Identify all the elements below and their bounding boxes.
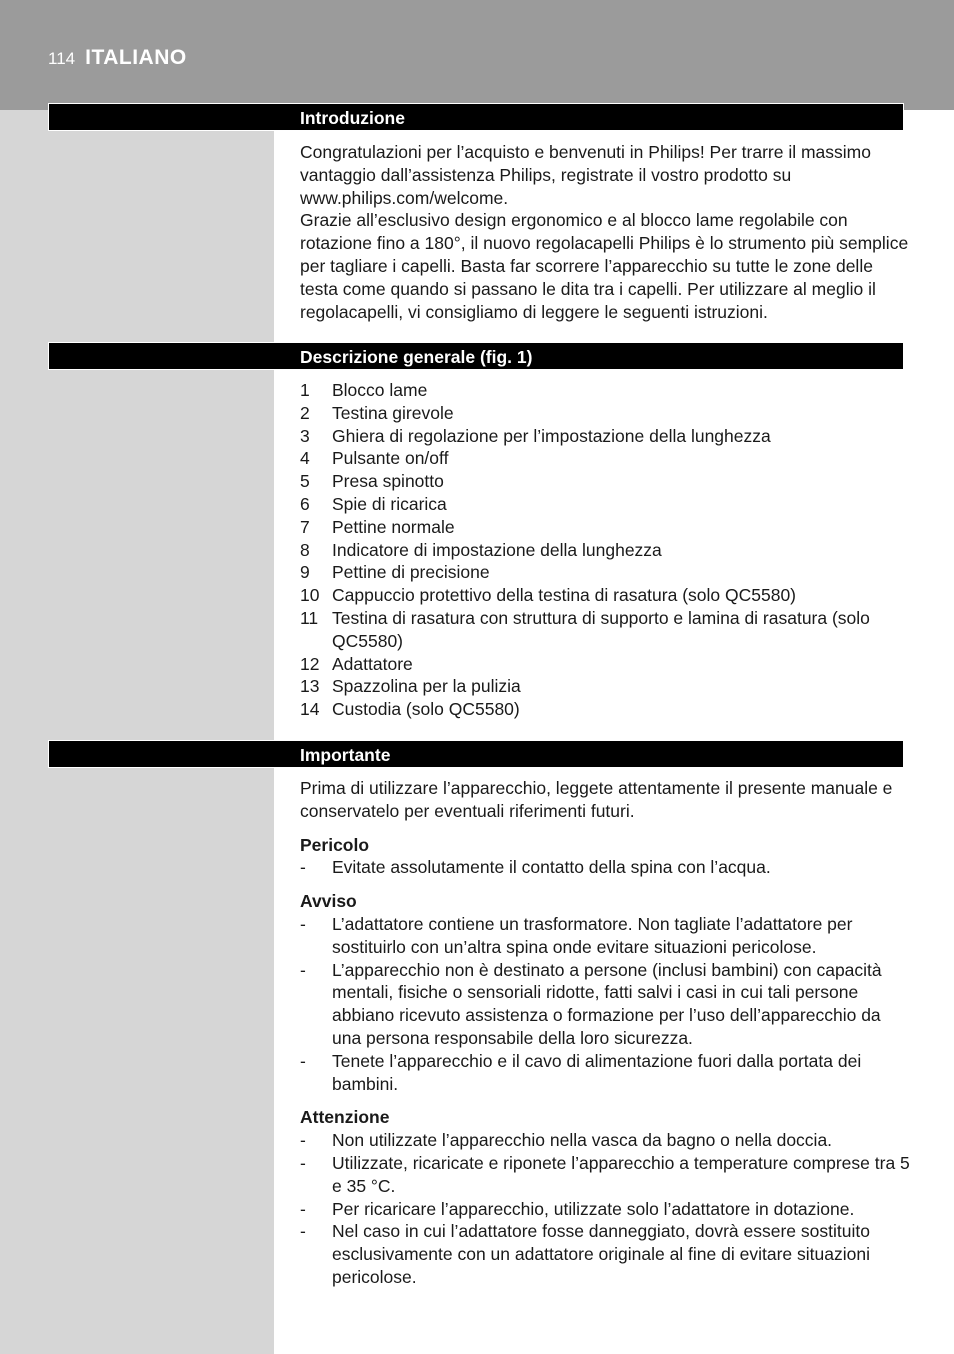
bullet-text: Tenete l’apparecchio e il cavo di alimentazione fuori dalla portata dei bambini.	[332, 1050, 862, 1094]
section-title-important: Importante	[300, 745, 391, 765]
overview-list-item	[300, 584, 910, 607]
item-number: 6	[300, 493, 310, 514]
dash-bullet: -	[300, 1130, 306, 1151]
bullet-item	[300, 1220, 910, 1288]
item-text: Pettine normale	[332, 516, 455, 537]
bullet-item	[300, 1050, 910, 1096]
item-text: Cappuccio protettivo della testina di rasatura (solo QC5580)	[332, 585, 796, 606]
language-title: ITALIANO	[85, 46, 187, 69]
bullet-text: Per ricaricare l’apparecchio, utilizzate solo l’adattatore in dotazione.	[332, 1198, 855, 1219]
overview-list-item	[300, 379, 910, 402]
item-number: 7	[300, 516, 310, 537]
overview-list-item	[300, 653, 910, 676]
overview-list-item	[300, 470, 910, 493]
bullet-item	[300, 913, 910, 959]
intro-paragraph: Grazie all’esclusivo design ergonomico e al blocco lame regolabile con rotazione fino a 180°, il nuovo regolacapelli Philips è lo strumento più semplice per tagliare i capelli. Basta far scorrere l’apparecchio su tutte le zone delle testa come quando si passano le dita tra i capelli. Per utilizzare al meglio il regolacapelli, vi consigliamo di leggere le seguenti istruzioni.	[300, 210, 909, 322]
bullet-text: L’adattatore contiene un trasformatore. Non tagliate l’adattatore per sostituirlo con un’altra spina onde evitare situazioni pericolose.	[332, 913, 853, 957]
bullet-text: Non utilizzate l’apparecchio nella vasca da bagno o nella doccia.	[332, 1130, 833, 1151]
item-text: Indicatore di impostazione della lunghezza	[332, 539, 662, 560]
bullet-text: Utilizzate, ricaricate e riponete l’apparecchio a temperature comprese tra 5 e 35 °C.	[332, 1152, 910, 1196]
overview-list-item	[300, 675, 910, 698]
item-number: 13	[300, 676, 320, 697]
warning-heading: Avviso	[300, 891, 357, 912]
item-number: 9	[300, 562, 310, 583]
overview-list-item	[300, 425, 910, 448]
section-bar-important	[48, 740, 904, 768]
item-text: Testina girevole	[332, 402, 454, 423]
overview-list-item	[300, 539, 910, 562]
overview-list-item	[300, 607, 910, 653]
page-heading	[48, 46, 187, 70]
important-content	[300, 777, 910, 1289]
item-text: Spazzolina per la pulizia	[332, 676, 521, 697]
intro-paragraph: Congratulazioni per l’acquisto e benvenuti in Philips! Per trarre il massimo vantaggio dall’assistenza Philips, registrate il vostro prodotto su www.philips.com/welcome.	[300, 142, 871, 208]
item-text: Custodia (solo QC5580)	[332, 699, 520, 720]
section-title-overview: Descrizione generale (fig. 1)	[300, 347, 533, 367]
overview-list-item	[300, 493, 910, 516]
important-intro: Prima di utilizzare l’apparecchio, leggete attentamente il presente manuale e conservatelo per eventuali riferimenti futuri.	[300, 778, 893, 821]
bullet-item	[300, 1152, 910, 1198]
item-number: 4	[300, 448, 310, 469]
dash-bullet: -	[300, 1152, 306, 1173]
intro-content	[300, 141, 910, 323]
item-text: Presa spinotto	[332, 471, 444, 492]
danger-list	[300, 856, 910, 879]
dash-bullet: -	[300, 857, 306, 878]
overview-list-item	[300, 402, 910, 425]
caution-list	[300, 1129, 910, 1289]
page-number: 114	[48, 49, 76, 68]
overview-list-item	[300, 698, 910, 721]
item-number: 11	[300, 607, 319, 628]
overview-list-item	[300, 447, 910, 470]
overview-list-item	[300, 561, 910, 584]
item-number: 2	[300, 402, 310, 423]
overview-content	[300, 379, 910, 721]
item-number: 10	[300, 585, 320, 606]
caution-heading: Attenzione	[300, 1107, 390, 1128]
bullet-item	[300, 1198, 910, 1221]
item-text: Testina di rasatura con struttura di supporto e lamina di rasatura (solo QC5580)	[332, 607, 870, 651]
item-number: 5	[300, 471, 310, 492]
overview-list	[300, 379, 910, 721]
section-bar-intro	[48, 103, 904, 131]
item-number: 3	[300, 425, 310, 446]
bullet-item	[300, 1129, 910, 1152]
dash-bullet: -	[300, 959, 306, 980]
dash-bullet: -	[300, 1221, 306, 1242]
item-text: Spie di ricarica	[332, 493, 447, 514]
bullet-text: Nel caso in cui l’adattatore fosse danneggiato, dovrà essere sostituito esclusivamente con un adattatore originale al fine di evitare situazioni pericolose.	[332, 1221, 870, 1287]
danger-heading: Pericolo	[300, 834, 370, 855]
item-text: Ghiera di regolazione per l’impostazione della lunghezza	[332, 425, 771, 446]
dash-bullet: -	[300, 1198, 306, 1219]
item-text: Blocco lame	[332, 380, 428, 400]
item-number: 1	[300, 380, 310, 400]
warning-list	[300, 913, 910, 1095]
bullet-item	[300, 856, 910, 879]
item-number: 8	[300, 539, 310, 560]
item-text: Pulsante on/off	[332, 448, 449, 469]
item-number: 14	[300, 699, 320, 720]
overview-list-item	[300, 516, 910, 539]
dash-bullet: -	[300, 1050, 306, 1071]
dash-bullet: -	[300, 913, 306, 934]
section-bar-overview	[48, 342, 904, 370]
bullet-text: Evitate assolutamente il contatto della spina con l’acqua.	[332, 857, 771, 878]
item-text: Pettine di precisione	[332, 562, 490, 583]
section-title-intro: Introduzione	[300, 108, 405, 128]
bullet-text: L’apparecchio non è destinato a persone (inclusi bambini) con capacità mentali, fisiche o sensoriali ridotte, fatti salvi i casi in cui tali persone abbiano ricevuto assistenza o formazione per l’uso dell’apparecchio da una persona responsabile della loro sicurezza.	[332, 959, 882, 1048]
left-margin-column	[0, 110, 274, 1354]
item-number: 12	[300, 653, 320, 674]
bullet-item	[300, 959, 910, 1050]
item-text: Adattatore	[332, 653, 413, 674]
